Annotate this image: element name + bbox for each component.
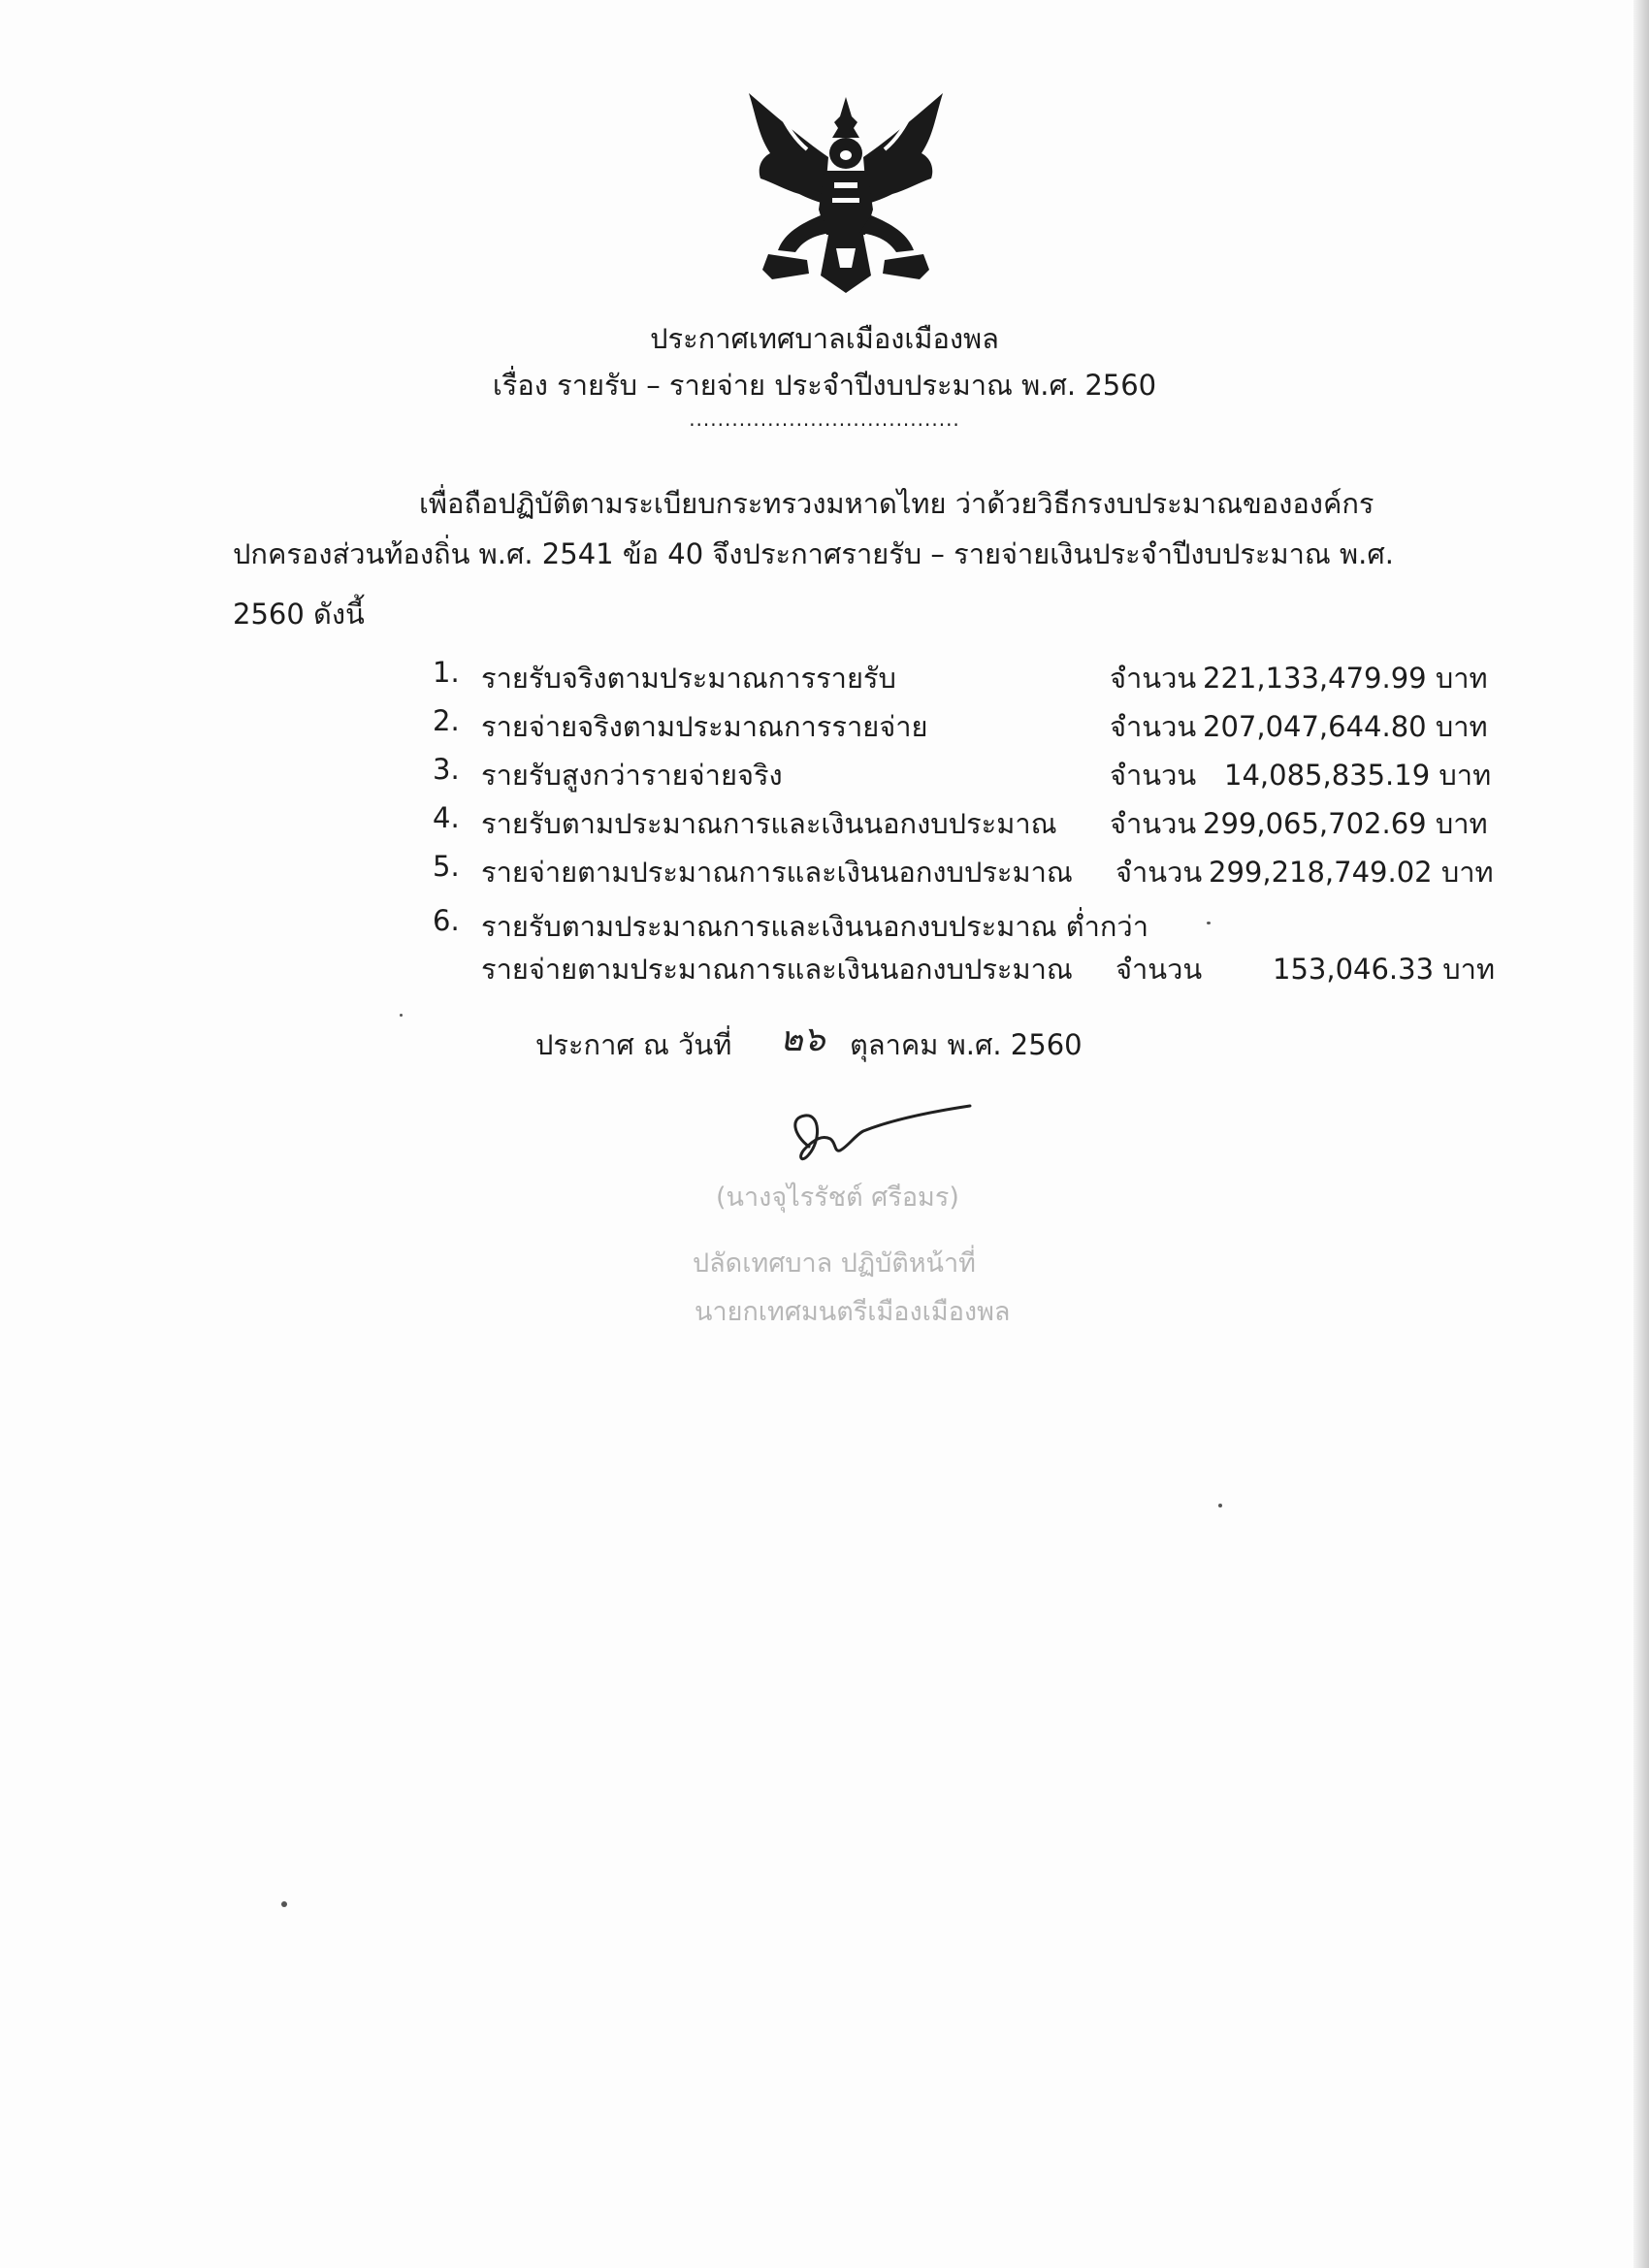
amount-label: จำนวน (1116, 856, 1203, 889)
amount-label: จำนวน (1110, 807, 1197, 840)
item-number: 1. (433, 656, 460, 689)
scan-speck (1207, 922, 1211, 924)
amount-value: 299,065,702.69 บาท (1203, 807, 1488, 840)
intro-paragraph-line-1: เพื่อถือปฏิบัติตามระเบียบกระทรวงมหาดไทย ว่าด้วยวิธีกรงบประมาณขององค์กร (419, 487, 1374, 520)
item-label: รายรับตามประมาณการและเงินนอกงบประมาณ (481, 807, 1057, 840)
intro-paragraph-line-3: 2560 ดังนี้ (233, 598, 365, 631)
scan-speck (1218, 1504, 1222, 1507)
document-subject: เรื่อง รายรับ – รายจ่าย ประจำปีงบประมาณ พ.ศ. 2560 (492, 369, 1157, 402)
item-label-continuation: รายจ่ายตามประมาณการและเงินนอกงบประมาณ (481, 953, 1073, 986)
scan-speck (400, 1014, 403, 1017)
signatory-position-line-2: นายกเทศมนตรีเมืองเมืองพล (695, 1297, 1011, 1327)
title-divider: ...................................... (689, 407, 960, 431)
item-label: รายจ่ายจริงตามประมาณการรายจ่าย (481, 710, 928, 743)
item-number: 5. (433, 850, 460, 883)
item-label: รายรับตามประมาณการและเงินนอกงบประมาณ ต่ำกว่า (481, 910, 1148, 943)
amount-value: 221,133,479.99 บาท (1203, 662, 1488, 695)
handwritten-day: ๒๖ (780, 1020, 825, 1059)
item-number: 2. (433, 704, 460, 737)
item-number: 3. (433, 753, 460, 786)
item-label: รายรับจริงตามประมาณการรายรับ (481, 662, 896, 695)
scan-speck (281, 1901, 287, 1907)
amount-label: จำนวน (1110, 710, 1197, 743)
garuda-emblem-icon (739, 89, 953, 305)
amount-label: จำนวน (1110, 759, 1197, 792)
amount-label: จำนวน (1116, 953, 1203, 986)
announcement-date-prefix: ประกาศ ณ วันที่ (535, 1028, 732, 1061)
item-label: รายรับสูงกว่ารายจ่ายจริง (481, 759, 783, 792)
signatory-name: (นางจุไรรัชต์ ศรีอมร) (716, 1183, 959, 1213)
intro-paragraph-line-2: ปกครองส่วนท้องถิ่น พ.ศ. 2541 ข้อ 40 จึงประกาศรายรับ – รายจ่ายเงินประจำปีงบประมาณ พ.ศ. (233, 537, 1395, 570)
amount-label: จำนวน (1110, 662, 1197, 695)
signatory-position-line-1: ปลัดเทศบาล ปฏิบัติหน้าที่ (693, 1248, 976, 1279)
announcement-date-suffix: ตุลาคม พ.ศ. 2560 (850, 1028, 1083, 1061)
item-number: 4. (433, 801, 460, 834)
item-label: รายจ่ายตามประมาณการและเงินนอกงบประมาณ (481, 856, 1073, 889)
amount-value: 153,046.33 บาท (1273, 953, 1496, 986)
amount-value: 207,047,644.80 บาท (1203, 710, 1488, 743)
item-number: 6. (433, 904, 460, 937)
amount-value: 14,085,835.19 บาท (1224, 759, 1492, 792)
amount-value: 299,218,749.02 บาท (1209, 856, 1494, 889)
document-title: ประกาศเทศบาลเมืองเมืองพล (650, 322, 999, 355)
